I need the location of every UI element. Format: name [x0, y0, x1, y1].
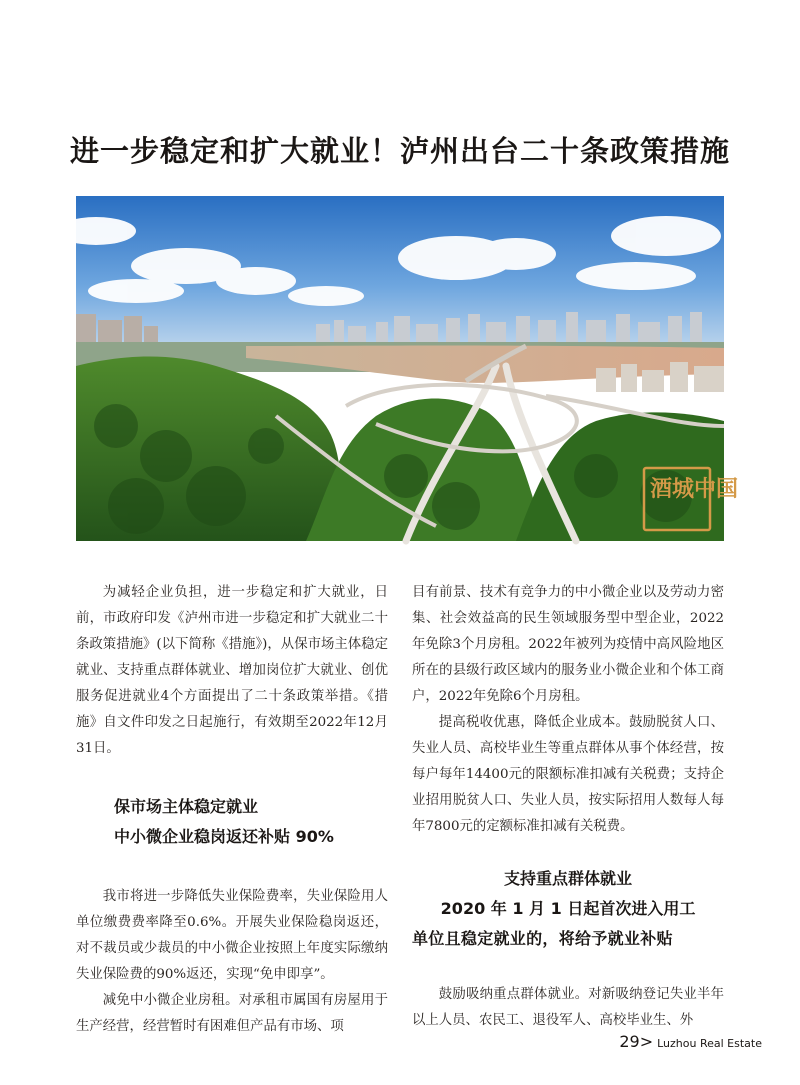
- rent-reduction-paragraph: 减免中小微企业房租。对承租市属国有房屋用于生产经营，经营暂时有困难但产品有市场、项: [76, 993, 388, 1034]
- city-aerial-photo: [76, 196, 739, 541]
- right-column: [412, 580, 724, 1034]
- photo-stamp: 酒城中国: [650, 476, 739, 502]
- key-groups-paragraph: 鼓励吸纳重点群体就业。对新吸纳登记失业半年以上人员、农民工、退役军人、高校毕业生、外: [412, 987, 724, 1028]
- page-number: 29>: [619, 1032, 654, 1051]
- section-heading-market-entities: [76, 792, 388, 852]
- section-heading-key-groups: [412, 864, 724, 954]
- left-column: [76, 580, 388, 1040]
- section2-heading-line3: 单位且稳定就业的，将给予就业补贴: [412, 929, 673, 948]
- section2-heading-line2: 2020 年 1 月 1 日起首次进入用工: [440, 899, 696, 918]
- section1-heading-line2: 中小微企业稳岗返还补贴 90%: [114, 827, 334, 846]
- article-title: 进一步稳定和扩大就业！泸州出台二十条政策措施: [69, 134, 730, 169]
- intro-paragraph: 为减轻企业负担，进一步稳定和扩大就业，日前，市政府印发《泸州市进一步稳定和扩大就业二十条政策措施》(以下简称《措施》)，从保市场主体稳定就业、支持重点群体就业、增加岗位扩大就业、创优服务促进就业4个方面提出了二十条政策举措。《措施》自文件印发之日起施行，有效期至2022年12月31日。: [76, 585, 388, 756]
- magazine-name: Luzhou Real Estate: [657, 1037, 762, 1050]
- page-footer: [619, 1032, 762, 1051]
- rent-continuation-paragraph: 目有前景、技术有竞争力的中小微企业以及劳动力密集、社会效益高的民生领域服务型中型企业，2022年免除3个月房租。2022年被列为疫情中高风险地区所在的县级行政区域内的服务业小微企业和个体工商户，2022年免除6个月房租。: [412, 585, 724, 704]
- unemployment-insurance-paragraph: 我市将进一步降低失业保险费率，失业保险用人单位缴费费率降至0.6%。开展失业保险稳岗返还，对不裁员或少裁员的中小微企业按照上年度实际缴纳失业保险费的90%返还，实现“免申即享”。: [76, 889, 388, 982]
- tax-incentive-paragraph: 提高税收优惠，降低企业成本。鼓励脱贫人口、失业人员、高校毕业生等重点群体从事个体经营，按每户每年14400元的限额标准扣减有关税费；支持企业招用脱贫人口、失业人员，按实际招用人数每人每年7800元的定额标准扣减有关税费。: [412, 715, 724, 834]
- section1-heading-line1: 保市场主体稳定就业: [114, 797, 259, 816]
- section2-heading-line1: 支持重点群体就业: [503, 869, 632, 888]
